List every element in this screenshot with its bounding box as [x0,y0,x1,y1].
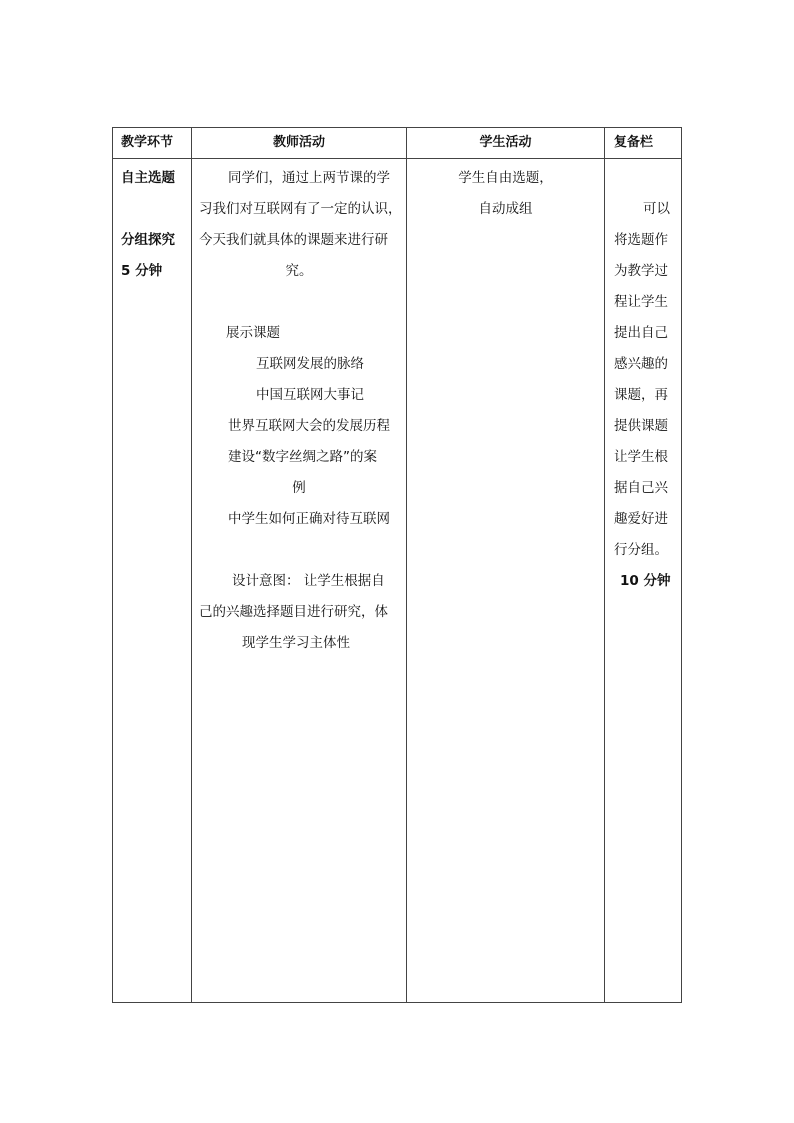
review-line: 课题，再 [614,387,668,403]
table-body-row [113,159,682,1003]
stage-line: 5 分钟 [121,263,163,279]
teacher-line: 同学们，通过上两节课的学 [228,170,390,186]
teacher-line: 今天我们就具体的课题来进行研 [199,232,388,248]
teacher-line: 设计意图： 让学生根据自 [232,573,385,589]
teacher-line: 现学生学习主体性 [242,635,350,651]
teacher-line: 互联网发展的脉络 [256,356,364,372]
review-line [605,163,681,194]
review-line: 将选题作 [614,232,668,248]
stage-line: 自主选题 [121,170,175,186]
header-teacher-activity: 教师活动 [192,128,407,159]
student-line: 学生自由选题， [458,170,553,186]
teaching-stage-cell [113,159,192,1003]
review-line: 程让学生 [614,294,668,310]
table-header-row [113,128,682,159]
stage-line: 分组探究 [121,232,175,248]
teacher-line [192,287,406,318]
teacher-line: 建设“数字丝绸之路”的案 [228,449,377,465]
teacher-line: 例 [292,480,306,496]
teacher-line: 己的兴趣选择题目进行研究，体 [199,604,388,620]
student-activity-cell [407,159,605,1003]
header-teaching-stage: 教学环节 [113,128,192,159]
student-line: 自动成组 [478,201,533,217]
header-review-notes: 复备栏 [605,128,682,159]
teacher-activity-cell [192,159,407,1003]
review-line: 可以 [643,201,670,217]
review-notes-cell [605,159,682,1003]
review-line: 行分组。 [614,542,668,558]
teacher-line: 展示课题 [226,325,280,341]
teacher-line: 世界互联网大会的发展历程 [228,418,390,434]
review-line: 为教学过 [614,263,668,279]
lesson-plan-table [112,127,682,1003]
teacher-line: 中国互联网大事记 [256,387,364,403]
review-line: 感兴趣的 [614,356,668,372]
review-line: 据自己兴 [614,480,668,496]
header-student-activity: 学生活动 [407,128,605,159]
review-line: 趣爱好进 [614,511,668,527]
review-line: 提供课题 [614,418,668,434]
teacher-line [192,535,406,566]
teacher-line: 习我们对互联网有了一定的认识， [199,201,402,217]
stage-line [121,194,191,225]
review-line: 让学生根 [614,449,668,465]
review-line: 10 分钟 [620,573,671,589]
review-line: 提出自己 [614,325,668,341]
teacher-line: 中学生如何正确对待互联网 [228,511,390,527]
teacher-line: 究。 [285,263,313,279]
